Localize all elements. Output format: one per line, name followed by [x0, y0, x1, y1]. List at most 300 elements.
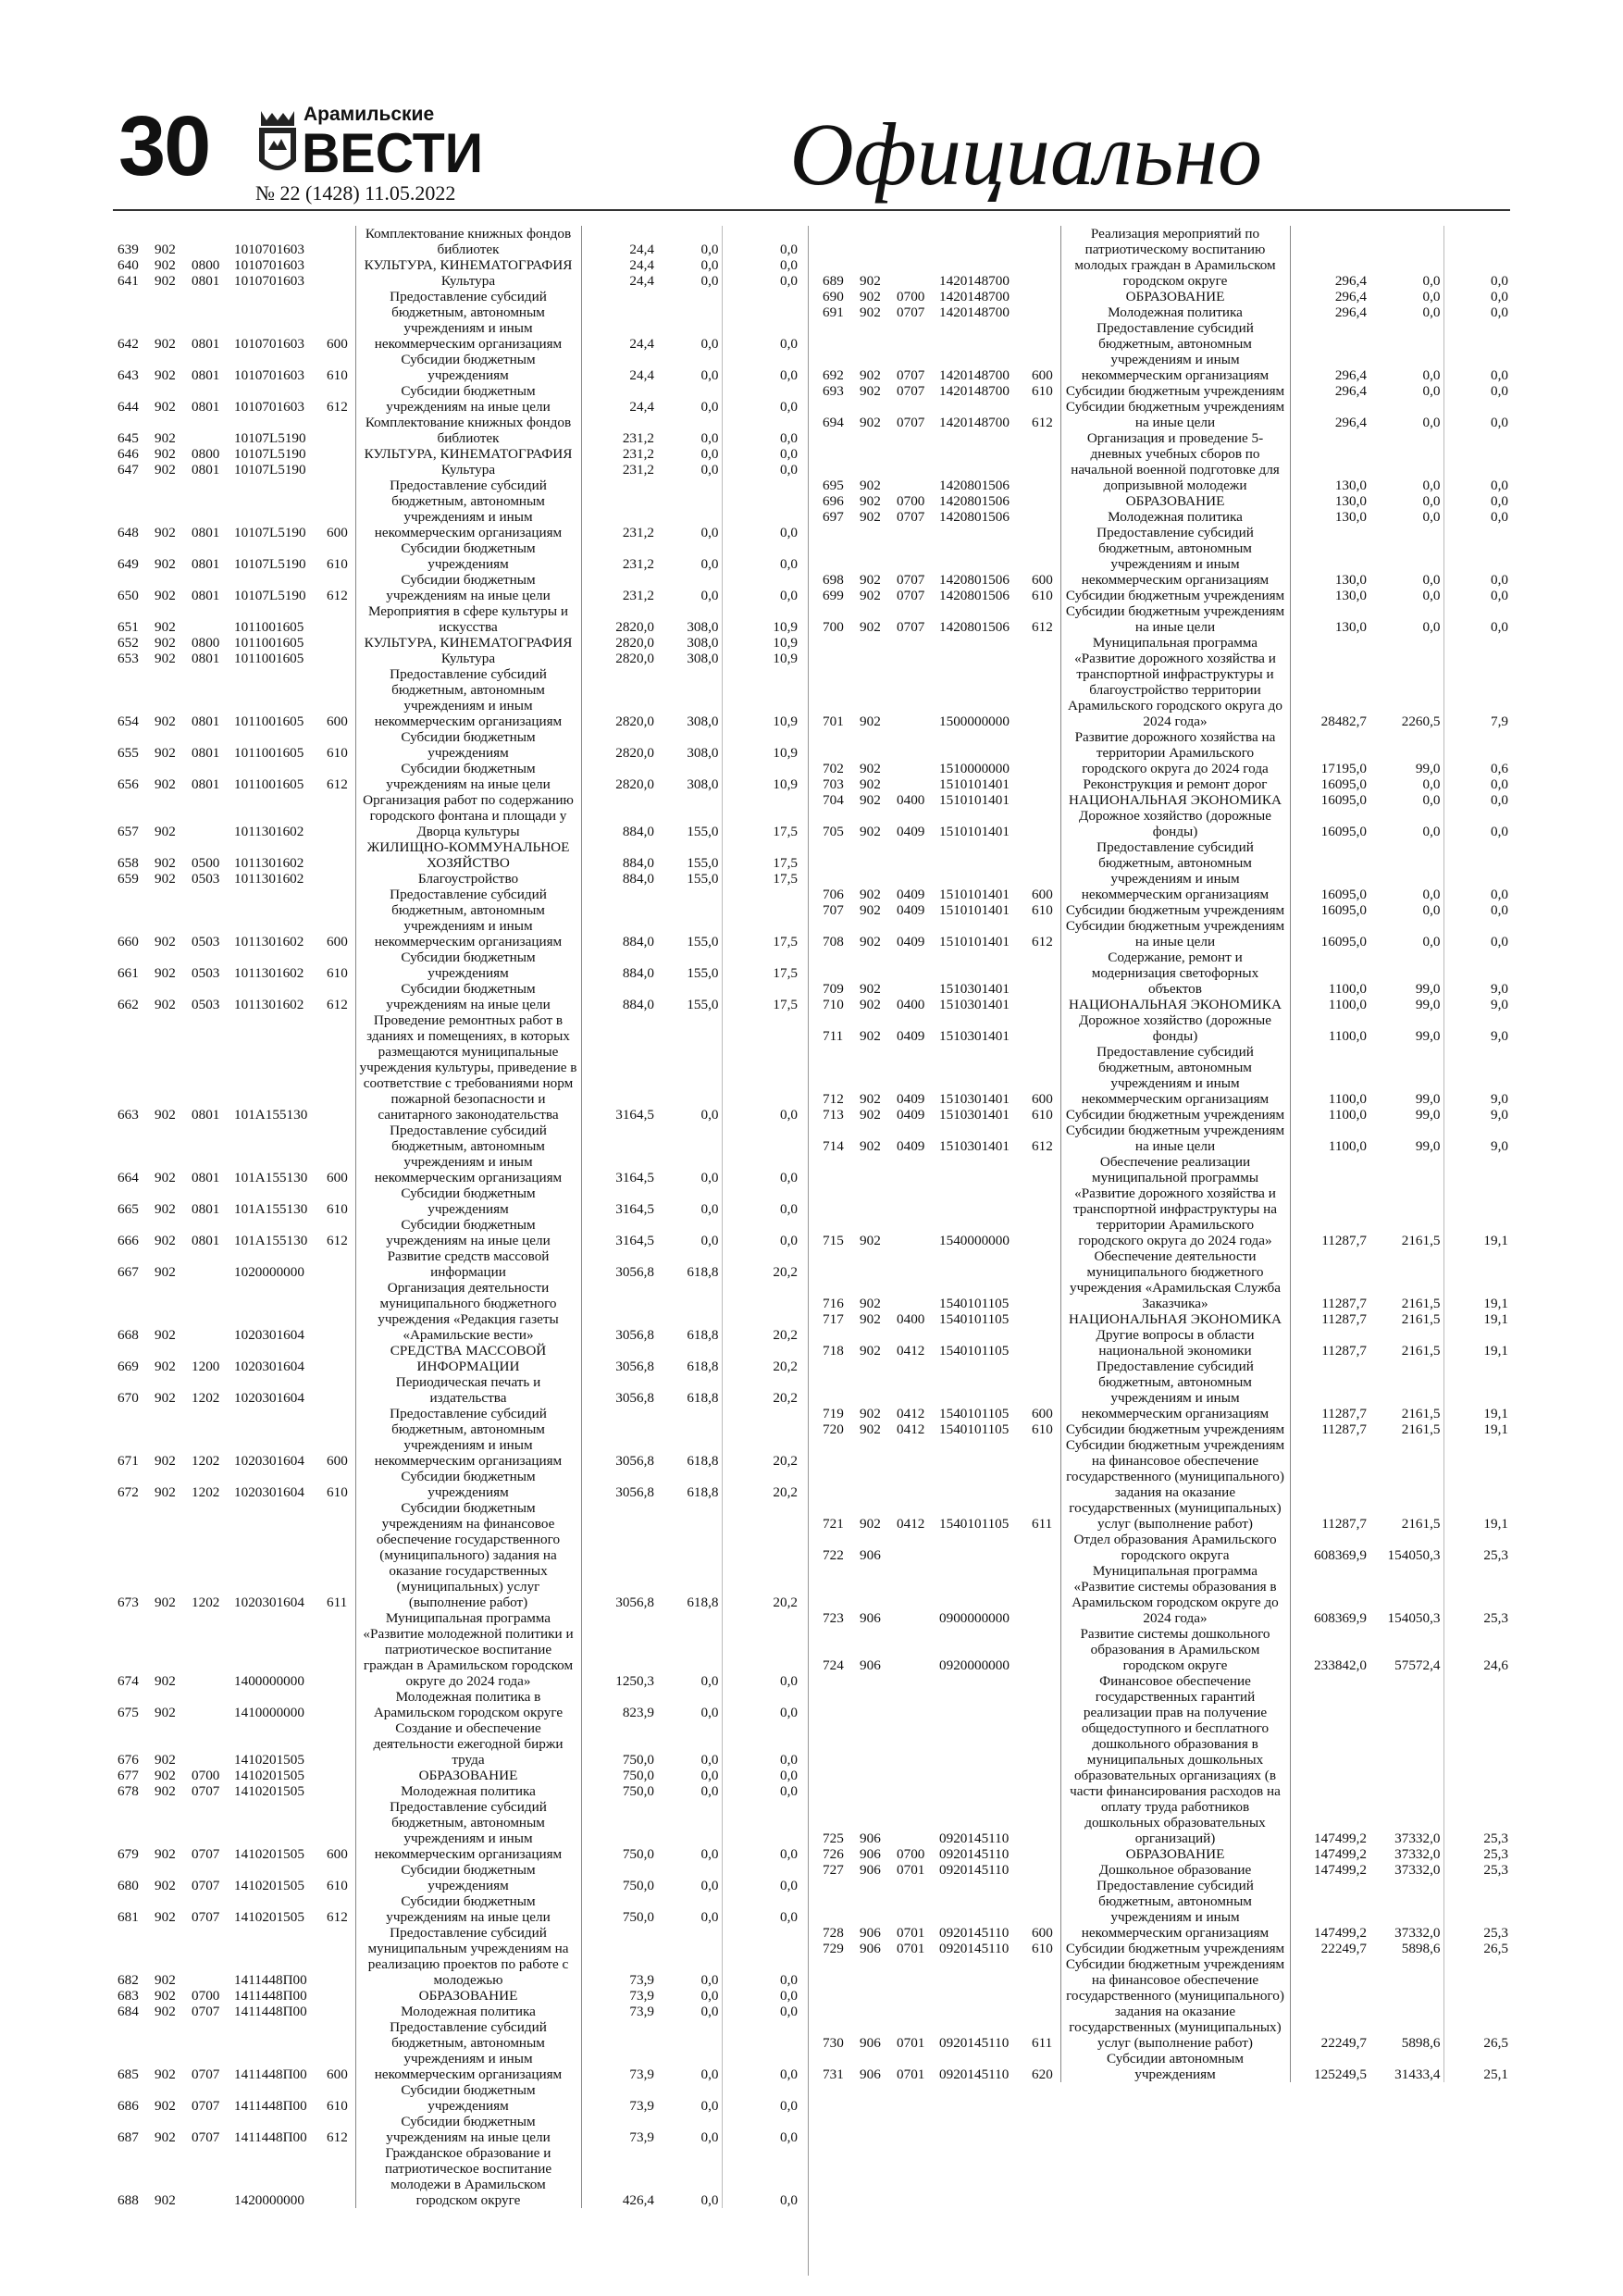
- cell-c: 1411448П00: [234, 1972, 307, 1988]
- cell-d: [324, 1925, 355, 1988]
- cell-a: 902: [860, 1028, 881, 1044]
- cell-n: 721: [823, 1516, 844, 1532]
- cell-c: 1020301604: [234, 1359, 304, 1374]
- cell-b: 0700: [192, 1988, 220, 2004]
- cell-d: 610: [327, 2098, 348, 2114]
- cell-n: 659: [118, 871, 139, 887]
- cell-b: [189, 1925, 231, 1988]
- cell-n: 702: [823, 761, 844, 776]
- cell-b: 0409: [897, 1091, 925, 1107]
- cell-v1: 231,2: [622, 430, 654, 446]
- cell-n: 658: [118, 855, 139, 871]
- cell-c: 1010701603: [234, 242, 304, 257]
- cell-b: 0412: [897, 1421, 925, 1437]
- cell-v3: 19,1: [1443, 1437, 1510, 1532]
- cell-n: 712: [823, 1091, 844, 1107]
- cell-n: 667: [118, 1264, 139, 1280]
- cell-b: 0700: [897, 289, 925, 304]
- cell-d: 612: [1032, 1138, 1053, 1154]
- cell-a: 902: [860, 572, 881, 588]
- cell-v2: 0,0: [700, 1201, 719, 1217]
- cell-c: 1510101401: [939, 887, 1010, 902]
- cell-v3: 0,0: [722, 572, 799, 603]
- cell-name: Реализация мероприятий по патриотическому воспитанию молодых граждан в Арамильском городском округе: [1060, 226, 1290, 289]
- cell-name: СРЕДСТВА МАССОВОЙ ИНФОРМАЦИИ: [355, 1343, 581, 1374]
- cell-v2: 0,0: [700, 2098, 719, 2114]
- cell-v1: 3056,8: [615, 1264, 654, 1280]
- cell-name: Периодическая печать и издательства: [355, 1374, 581, 1406]
- cell-c: 1011301602: [234, 871, 304, 887]
- cell-n: 644: [118, 399, 139, 415]
- cell-v3: 0,0: [722, 226, 799, 257]
- table-row: [115, 257, 799, 273]
- cell-v1: 73,9: [629, 2066, 654, 2082]
- cell-n: 714: [823, 1138, 844, 1154]
- cell-b: 0801: [192, 273, 220, 289]
- cell-v2: 618,8: [687, 1264, 719, 1280]
- table-row: [115, 651, 799, 666]
- table-row: [820, 1862, 1510, 1878]
- cell-v3: 0,0: [722, 273, 799, 289]
- cell-b: [894, 1532, 936, 1563]
- cell-v1: 11287,7: [1321, 1343, 1367, 1359]
- cell-n: 720: [823, 1421, 844, 1437]
- cell-name: Субсидии бюджетным учреждениям: [355, 540, 581, 572]
- table-row: [115, 981, 799, 1012]
- cell-name: Субсидии бюджетным учреждениям на иные цели: [355, 572, 581, 603]
- table-row: [820, 383, 1510, 399]
- cell-name: Молодежная политика в Арамильском городском округе: [355, 1689, 581, 1720]
- table-row: [115, 1720, 799, 1768]
- cell-n: 675: [118, 1705, 139, 1720]
- cell-name: Дорожное хозяйство (дорожные фонды): [1060, 808, 1290, 839]
- cell-b: 0412: [897, 1343, 925, 1359]
- cell-v3: 0,0: [1443, 399, 1510, 430]
- cell-name: Гражданское образование и патриотическое воспитание молодежи в Арамильском городском округе: [355, 2145, 581, 2208]
- cell-d: [324, 257, 355, 273]
- cell-a: 902: [860, 1516, 881, 1532]
- cell-v2: 31433,4: [1394, 2066, 1441, 2082]
- cell-v3: 0,0: [722, 2114, 799, 2145]
- cell-c: 1420148700: [939, 304, 1010, 320]
- cell-b: 0700: [897, 493, 925, 509]
- cell-n: 693: [823, 383, 844, 399]
- cell-n: 673: [118, 1595, 139, 1610]
- cell-v1: 11287,7: [1321, 1311, 1367, 1327]
- cell-v3: 0,6: [1443, 729, 1510, 776]
- cell-d: [1029, 808, 1060, 839]
- budget-table-right: [820, 226, 1510, 2082]
- cell-v3: 20,2: [722, 1500, 799, 1610]
- cell-name: Предоставление субсидий бюджетным, автономным учреждениям и иным некоммерческим организациям: [355, 478, 581, 540]
- cell-c: 1410201505: [234, 1768, 304, 1783]
- cell-v2: 618,8: [687, 1453, 719, 1469]
- cell-n: 681: [118, 1909, 139, 1925]
- cell-c: 1020301604: [234, 1453, 304, 1469]
- cell-v3: 25,3: [1443, 1878, 1510, 1941]
- cell-name: НАЦИОНАЛЬНАЯ ЭКОНОМИКА: [1060, 1311, 1290, 1327]
- table-row: [820, 776, 1510, 792]
- cell-v3: 0,0: [1443, 808, 1510, 839]
- cell-n: 711: [823, 1028, 844, 1044]
- cell-c: 1420801506: [939, 509, 1010, 525]
- cell-v3: 0,0: [722, 289, 799, 352]
- cell-v1: 884,0: [622, 871, 654, 887]
- cell-d: [324, 1988, 355, 2004]
- cell-name: НАЦИОНАЛЬНАЯ ЭКОНОМИКА: [1060, 997, 1290, 1012]
- right-column: [820, 226, 1510, 2082]
- cell-v1: 2820,0: [615, 619, 654, 635]
- cell-v2: 0,0: [700, 1972, 719, 1988]
- cell-v2: 618,8: [687, 1359, 719, 1374]
- cell-v1: 1250,3: [615, 1673, 654, 1689]
- cell-a: 902: [155, 1359, 176, 1374]
- cell-n: 648: [118, 525, 139, 540]
- cell-v2: 618,8: [687, 1390, 719, 1406]
- cell-v1: 231,2: [622, 446, 654, 462]
- cell-v3: 25,1: [1443, 2051, 1510, 2082]
- cell-c: 1410000000: [234, 1705, 304, 1720]
- cell-v2: 155,0: [687, 997, 719, 1012]
- cell-d: 600: [1032, 367, 1053, 383]
- cell-n: 640: [118, 257, 139, 273]
- table-row: [115, 352, 799, 383]
- cell-v2: 5898,6: [1401, 2035, 1441, 2051]
- cell-v1: 24,4: [629, 399, 654, 415]
- cell-c: 1420801506: [939, 478, 1010, 493]
- cell-d: [1029, 1563, 1060, 1626]
- cell-b: [189, 1689, 231, 1720]
- table-row: [115, 1862, 799, 1893]
- cell-c: 1010701603: [234, 399, 304, 415]
- cell-d: 610: [327, 745, 348, 761]
- cell-n: 715: [823, 1233, 844, 1248]
- cell-a: 902: [155, 1201, 176, 1217]
- cell-a: 902: [155, 1768, 176, 1783]
- cell-name: Отдел образования Арамильского городского округа: [1060, 1532, 1290, 1563]
- cell-a: 902: [155, 635, 176, 651]
- cell-name: Субсидии бюджетным учреждениям на иные цели: [1060, 603, 1290, 635]
- cell-v2: 155,0: [687, 965, 719, 981]
- cell-a: 906: [860, 2035, 881, 2051]
- cell-c: 1420801506: [939, 493, 1010, 509]
- cell-v2: 155,0: [687, 855, 719, 871]
- cell-n: 677: [118, 1768, 139, 1783]
- cell-v2: 0,0: [700, 367, 719, 383]
- cell-v1: 1100,0: [1328, 1107, 1367, 1123]
- cell-c: 1011001605: [234, 619, 304, 635]
- cell-a: 902: [155, 2192, 176, 2208]
- cell-name: Предоставление субсидий бюджетным, автономным учреждениям и иным некоммерческим организациям: [1060, 839, 1290, 902]
- cell-name: Молодежная политика: [355, 2004, 581, 2019]
- cell-a: 902: [155, 1846, 176, 1862]
- cell-name: Мероприятия в сфере культуры и искусства: [355, 603, 581, 635]
- cell-name: Субсидии бюджетным учреждениям: [355, 949, 581, 981]
- header-rule: [113, 209, 1510, 211]
- cell-a: 902: [860, 1311, 881, 1327]
- cell-v1: 147499,2: [1314, 1862, 1367, 1878]
- cell-v2: 0,0: [700, 273, 719, 289]
- cell-name: Муниципальная программа «Развитие дорожного хозяйства и транспортной инфраструктуры и благоустройство территории Арамильского городского округа до 2024 года»: [1060, 635, 1290, 729]
- cell-b: 0412: [897, 1406, 925, 1421]
- cell-d: [324, 871, 355, 887]
- table-row: [820, 1941, 1510, 1956]
- cell-c: 10107L5190: [234, 446, 306, 462]
- cell-v1: 11287,7: [1321, 1516, 1367, 1532]
- cell-v2: 2260,5: [1401, 714, 1441, 729]
- cell-b: 1202: [192, 1595, 220, 1610]
- cell-a: 906: [860, 1831, 881, 1846]
- cell-v3: 17,5: [722, 871, 799, 887]
- cell-b: 0409: [897, 934, 925, 949]
- cell-v2: 0,0: [700, 1909, 719, 1925]
- cell-a: 902: [155, 965, 176, 981]
- cell-c: 1420148700: [939, 273, 1010, 289]
- cell-a: 902: [860, 588, 881, 603]
- cell-d: [324, 1374, 355, 1406]
- cell-v3: 0,0: [722, 1610, 799, 1689]
- cell-a: 902: [860, 478, 881, 493]
- cell-c: 1540101105: [939, 1421, 1010, 1437]
- cell-b: [894, 430, 936, 493]
- cell-v1: 11287,7: [1321, 1421, 1367, 1437]
- cell-v2: 0,0: [1422, 588, 1441, 603]
- logo-top-text: Арамильские: [304, 104, 435, 125]
- cell-a: 902: [860, 1233, 881, 1248]
- cell-v1: 3056,8: [615, 1390, 654, 1406]
- cell-name: Субсидии бюджетным учреждениям на иные цели: [355, 383, 581, 415]
- cell-v1: 24,4: [629, 367, 654, 383]
- cell-v1: 750,0: [622, 1783, 654, 1799]
- cell-a: 902: [860, 824, 881, 839]
- cell-v1: 3056,8: [615, 1359, 654, 1374]
- cell-c: 1020301604: [234, 1595, 304, 1610]
- cell-d: [1029, 226, 1060, 289]
- cell-name: Организация деятельности муниципального бюджетного учреждения «Редакция газеты «Арамильские вести»: [355, 1280, 581, 1343]
- cell-a: 902: [860, 887, 881, 902]
- cell-name: Предоставление субсидий бюджетным, автономным учреждениям и иным некоммерческим организациям: [355, 887, 581, 949]
- cell-v3: 0,0: [1443, 289, 1510, 304]
- cell-n: 656: [118, 776, 139, 792]
- cell-v1: 296,4: [1334, 383, 1367, 399]
- cell-v3: 0,0: [1443, 320, 1510, 383]
- cell-b: 0700: [897, 1846, 925, 1862]
- cell-n: 671: [118, 1453, 139, 1469]
- cell-v3: 0,0: [722, 1217, 799, 1248]
- cell-name: КУЛЬТУРА, КИНЕМАТОГРАФИЯ: [355, 257, 581, 273]
- cell-d: 611: [1032, 1516, 1053, 1532]
- cell-v3: 0,0: [1443, 304, 1510, 320]
- cell-c: 101А155130: [234, 1201, 308, 1217]
- cell-b: [189, 603, 231, 635]
- cell-v2: 2161,5: [1401, 1311, 1441, 1327]
- cell-d: 600: [327, 1453, 348, 1469]
- cell-a: 902: [155, 1484, 176, 1500]
- cell-b: 0503: [192, 934, 220, 949]
- cell-c: 0920000000: [939, 1657, 1010, 1673]
- cell-d: [324, 2004, 355, 2019]
- table-row: [115, 729, 799, 761]
- cell-a: 902: [155, 651, 176, 666]
- cell-d: 600: [1032, 1925, 1053, 1941]
- table-row: [115, 2004, 799, 2019]
- cell-b: [894, 1563, 936, 1626]
- cell-b: [894, 1248, 936, 1311]
- cell-name: Предоставление субсидий бюджетным, автономным учреждениям и иным некоммерческим организациям: [355, 289, 581, 352]
- cell-a: 902: [155, 588, 176, 603]
- cell-b: 0707: [192, 1909, 220, 1925]
- table-row: [115, 2082, 799, 2114]
- cell-v3: 0,0: [722, 1768, 799, 1783]
- cell-n: 678: [118, 1783, 139, 1799]
- cell-v3: 10,9: [722, 761, 799, 792]
- cell-a: 902: [155, 273, 176, 289]
- cell-a: 902: [860, 1406, 881, 1421]
- cell-b: [894, 226, 936, 289]
- cell-v3: 0,0: [722, 478, 799, 540]
- cell-c: 1410201505: [234, 1846, 304, 1862]
- cell-v2: 154050,3: [1387, 1610, 1441, 1626]
- cell-b: 0707: [192, 1878, 220, 1893]
- cell-v3: 20,2: [722, 1280, 799, 1343]
- cell-v1: 750,0: [622, 1909, 654, 1925]
- section-title: Официально: [789, 105, 1262, 204]
- cell-name: ОБРАЗОВАНИЕ: [355, 1988, 581, 2004]
- cell-a: 906: [860, 1547, 881, 1563]
- cell-v3: 0,0: [1443, 603, 1510, 635]
- cell-c: 1510101401: [939, 902, 1010, 918]
- cell-d: 611: [327, 1595, 348, 1610]
- cell-a: 902: [860, 776, 881, 792]
- cell-v1: 426,4: [622, 2192, 654, 2208]
- cell-v1: 11287,7: [1321, 1296, 1367, 1311]
- cell-a: 902: [155, 1783, 176, 1799]
- cell-v2: 99,0: [1415, 1028, 1441, 1044]
- cell-v1: 147499,2: [1314, 1831, 1367, 1846]
- table-row: [820, 1107, 1510, 1123]
- cell-name: Предоставление субсидий бюджетным, автономным учреждениям и иным некоммерческим организациям: [1060, 1878, 1290, 1941]
- cell-a: 906: [860, 1610, 881, 1626]
- cell-d: [1029, 289, 1060, 304]
- cell-v1: 16095,0: [1320, 792, 1367, 808]
- cell-v2: 0,0: [700, 1107, 719, 1123]
- cell-v3: 20,2: [722, 1248, 799, 1280]
- table-row: [115, 1893, 799, 1925]
- cell-v3: 0,0: [722, 2004, 799, 2019]
- cell-c: 0920145110: [939, 1925, 1010, 1941]
- cell-c: 1010701603: [234, 336, 304, 352]
- cell-v2: 37332,0: [1394, 1846, 1441, 1862]
- cell-n: 729: [823, 1941, 844, 1956]
- cell-v2: 0,0: [700, 2129, 719, 2145]
- table-row: [115, 2114, 799, 2145]
- cell-c: 1011301602: [234, 855, 304, 871]
- table-row: [115, 1185, 799, 1217]
- cell-a: 906: [860, 2066, 881, 2082]
- table-row: [820, 226, 1510, 289]
- cell-name: Субсидии бюджетным учреждениям: [1060, 1421, 1290, 1437]
- cell-name: КУЛЬТУРА, КИНЕМАТОГРАФИЯ: [355, 446, 581, 462]
- cell-v1: 608369,9: [1314, 1610, 1367, 1626]
- cell-n: 665: [118, 1201, 139, 1217]
- coat-of-arms-icon: [259, 111, 296, 170]
- cell-n: 707: [823, 902, 844, 918]
- cell-v3: 0,0: [722, 540, 799, 572]
- cell-v1: 3056,8: [615, 1327, 654, 1343]
- cell-n: 668: [118, 1327, 139, 1343]
- cell-b: 0409: [897, 887, 925, 902]
- cell-v1: 1100,0: [1328, 997, 1367, 1012]
- cell-v2: 0,0: [700, 2004, 719, 2019]
- cell-v3: 0,0: [722, 257, 799, 273]
- cell-name: Предоставление субсидий бюджетным, автономным учреждениям и иным некоммерческим организациям: [355, 666, 581, 729]
- cell-v2: 155,0: [687, 871, 719, 887]
- cell-a: 906: [860, 1846, 881, 1862]
- cell-name: Культура: [355, 462, 581, 478]
- cell-b: 0707: [897, 383, 925, 399]
- cell-v3: 25,3: [1443, 1532, 1510, 1563]
- cell-n: 699: [823, 588, 844, 603]
- cell-d: 612: [327, 997, 348, 1012]
- cell-name: Финансовое обеспечение государственных гарантий реализации прав на получение общедоступного и бесплатного дошкольного образования в муниципальных дошкольных образовательных организациях (в части финансирования расходов на оплату труда работников дошкольных образовательных организаций): [1060, 1673, 1290, 1846]
- cell-v2: 308,0: [687, 714, 719, 729]
- cell-a: 902: [155, 525, 176, 540]
- cell-v3: 0,0: [722, 2019, 799, 2082]
- cell-name: Предоставление субсидий бюджетным, автономным учреждениям и иным некоммерческим организациям: [355, 1406, 581, 1469]
- cell-n: 655: [118, 745, 139, 761]
- cell-v3: 0,0: [1443, 525, 1510, 588]
- cell-a: 902: [155, 776, 176, 792]
- table-row: [115, 839, 799, 871]
- cell-d: [324, 1768, 355, 1783]
- cell-b: 0801: [192, 1107, 220, 1123]
- cell-v3: 20,2: [722, 1406, 799, 1469]
- cell-c: 1540101105: [939, 1516, 1010, 1532]
- table-row: [115, 1343, 799, 1374]
- cell-n: 657: [118, 824, 139, 839]
- cell-a: 902: [155, 1673, 176, 1689]
- cell-v2: 0,0: [700, 1768, 719, 1783]
- cell-d: 600: [327, 1170, 348, 1185]
- cell-v3: 0,0: [1443, 902, 1510, 918]
- cell-c: 1011001605: [234, 776, 304, 792]
- cell-n: 639: [118, 242, 139, 257]
- cell-v3: 0,0: [722, 383, 799, 415]
- cell-v3: 25,3: [1443, 1862, 1510, 1878]
- cell-v3: 19,1: [1443, 1154, 1510, 1248]
- cell-b: 0707: [192, 2066, 220, 2082]
- cell-n: 713: [823, 1107, 844, 1123]
- cell-n: 690: [823, 289, 844, 304]
- cell-b: 0503: [192, 965, 220, 981]
- cell-b: 0800: [192, 635, 220, 651]
- cell-a: 902: [155, 1327, 176, 1343]
- cell-v3: 0,0: [722, 462, 799, 478]
- cell-a: 902: [155, 2066, 176, 2082]
- cell-v2: 0,0: [700, 1752, 719, 1768]
- cell-c: 1510301401: [939, 1028, 1010, 1044]
- table-row: [820, 635, 1510, 729]
- cell-name: Субсидии бюджетным учреждениям: [1060, 588, 1290, 603]
- cell-v2: 0,0: [1422, 273, 1441, 289]
- cell-d: [1029, 635, 1060, 729]
- cell-name: Развитие системы дошкольного образования в Арамильском городском округе: [1060, 1626, 1290, 1673]
- cell-d: [1029, 949, 1060, 997]
- cell-name: Предоставление субсидий бюджетным, автономным учреждениям и иным некоммерческим организациям: [355, 1799, 581, 1862]
- cell-n: 728: [823, 1925, 844, 1941]
- cell-a: 902: [155, 462, 176, 478]
- cell-c: 1510301401: [939, 1091, 1010, 1107]
